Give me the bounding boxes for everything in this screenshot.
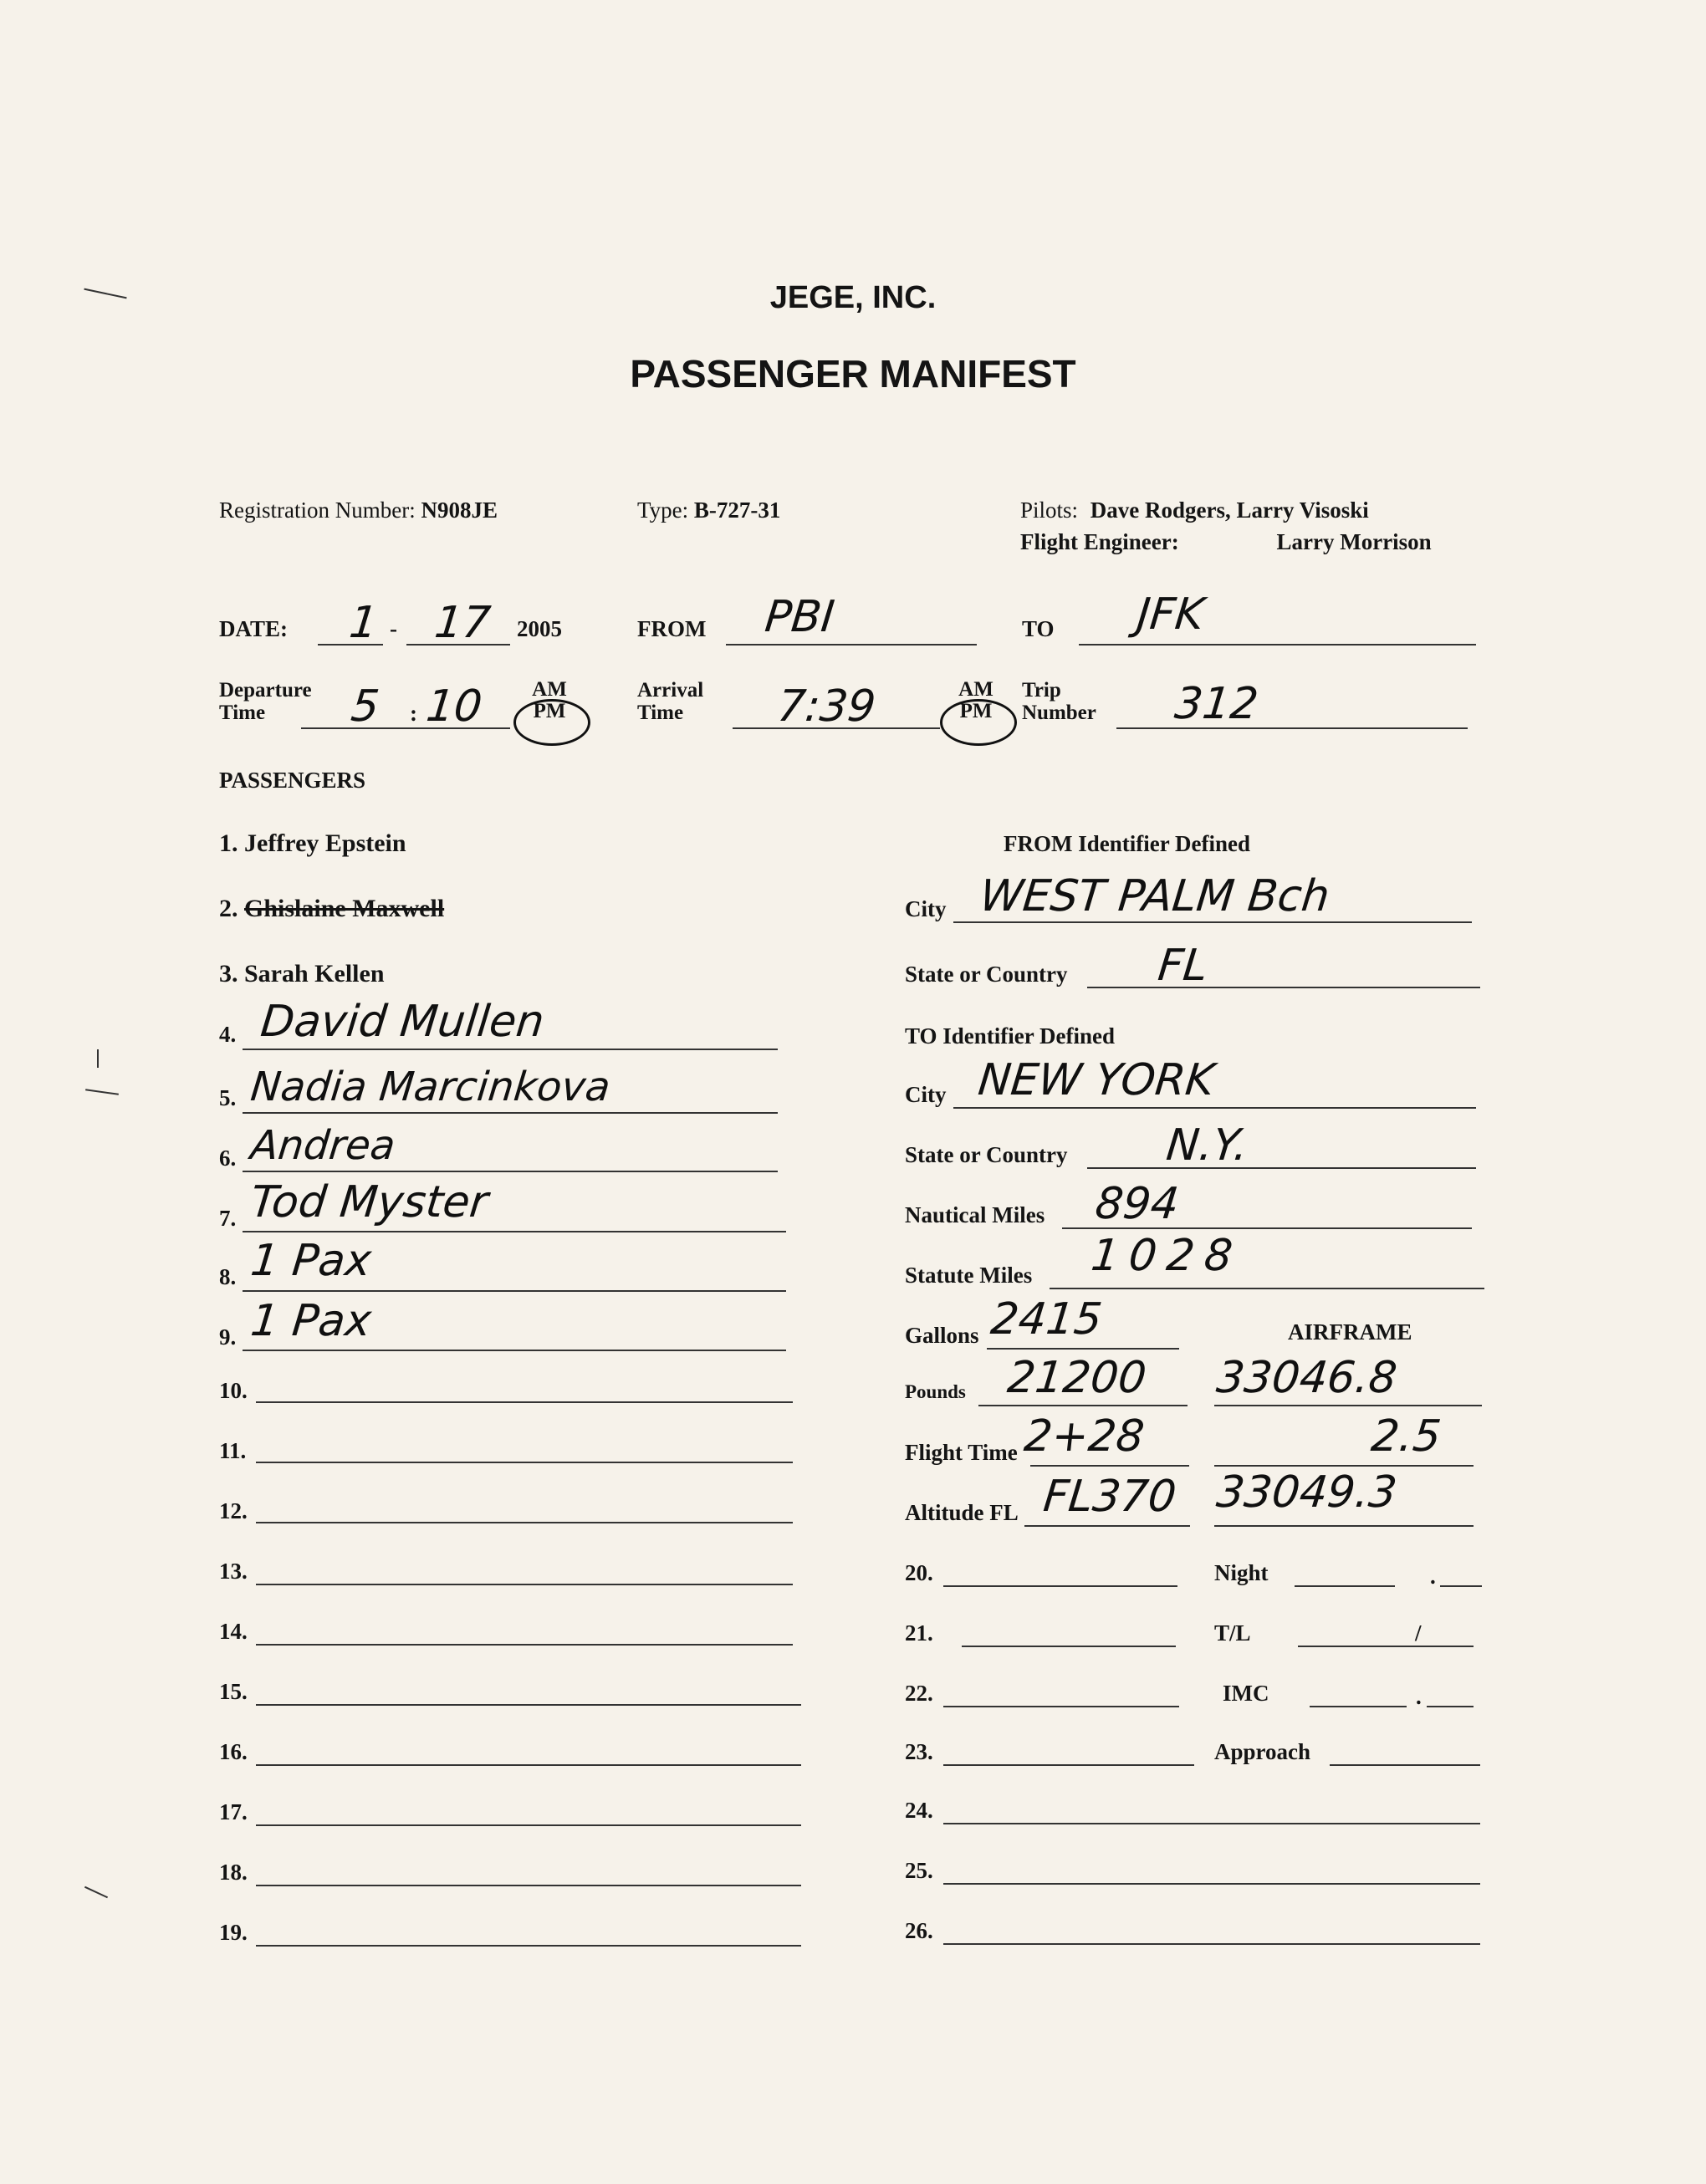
- pm-circle-arrival: [940, 699, 1017, 746]
- gallons-value: 2415: [988, 1294, 1105, 1345]
- passenger-num-16: 16.: [219, 1739, 248, 1764]
- pilots-field: [1020, 498, 1369, 523]
- airframe-flight-time: 2.5: [1368, 1411, 1443, 1462]
- from-value: PBI: [762, 592, 837, 642]
- extra-row-num-23: 23.: [905, 1739, 933, 1764]
- nautical-miles-label: Nautical Miles: [905, 1202, 1045, 1227]
- engineer-label: Flight Engineer:: [1020, 529, 1179, 554]
- pounds-label: Pounds: [905, 1381, 966, 1402]
- passenger-name-6: Andrea: [248, 1122, 398, 1169]
- date-year: 2005: [517, 616, 562, 641]
- arrival-time: 7:39: [774, 681, 878, 732]
- passenger-name-7: Tod Myster: [248, 1177, 491, 1227]
- trip-number: 312: [1172, 679, 1261, 729]
- date-day: 17: [432, 598, 493, 648]
- scan-mark: [84, 1886, 108, 1898]
- departure-hour: 5: [348, 681, 382, 732]
- to-state-value: N.Y.: [1163, 1120, 1251, 1171]
- from-city-label: City: [905, 896, 947, 921]
- passenger-num-10: 10.: [219, 1378, 248, 1403]
- flight-time-value: 2+28: [1021, 1411, 1147, 1462]
- pilots-value: Dave Rodgers, Larry Visoski: [1090, 498, 1369, 523]
- engineer-field: [1020, 529, 1432, 555]
- to-identifier-heading: TO Identifier Defined: [905, 1023, 1116, 1049]
- altitude-value: FL370: [1040, 1472, 1179, 1522]
- airframe-total-1: 33046.8: [1213, 1353, 1400, 1403]
- passenger-name-9: 1 Pax: [248, 1296, 374, 1346]
- passenger-row-3: 3. Sarah Kellen: [219, 960, 385, 987]
- tl-label: T/L: [1214, 1620, 1251, 1646]
- nautical-miles-value: 894: [1092, 1179, 1182, 1229]
- passenger-num-17: 17.: [219, 1799, 248, 1824]
- date-separator: -: [390, 616, 397, 641]
- registration-label: Registration Number:: [219, 498, 416, 523]
- extra-row-num-24: 24.: [905, 1798, 933, 1823]
- pm-circle-departure: [513, 699, 590, 746]
- passenger-num-18: 18.: [219, 1860, 248, 1885]
- altitude-label: Altitude FL: [905, 1500, 1019, 1525]
- registration-value: N908JE: [421, 498, 498, 523]
- trip-number-label: Trip Number: [1022, 679, 1096, 724]
- extra-row-num-26: 26.: [905, 1918, 933, 1943]
- extra-row-num-25: 25.: [905, 1858, 933, 1883]
- extra-row-num-22: 22.: [905, 1681, 933, 1706]
- arrival-ampm: AM PM: [958, 678, 993, 722]
- pounds-value: 21200: [1004, 1353, 1149, 1403]
- passenger-num-8: 8.: [219, 1264, 237, 1289]
- from-label: FROM: [637, 616, 707, 641]
- imc-decimal: .: [1416, 1684, 1422, 1709]
- date-month: 1: [346, 598, 381, 648]
- gallons-label: Gallons: [905, 1323, 979, 1348]
- passenger-num-19: 19.: [219, 1920, 248, 1945]
- passenger-num-9: 9.: [219, 1324, 237, 1350]
- departure-label: Departure Time: [219, 679, 312, 724]
- to-value: JFK: [1134, 589, 1207, 640]
- imc-label: IMC: [1223, 1681, 1269, 1706]
- from-state-value: FL: [1155, 941, 1211, 991]
- date-label: DATE:: [219, 616, 289, 641]
- night-label: Night: [1214, 1560, 1269, 1585]
- passenger-num-7: 7.: [219, 1206, 237, 1231]
- to-label: TO: [1022, 616, 1055, 641]
- passenger-num-5: 5.: [219, 1085, 237, 1110]
- passenger-name-5: Nadia Marcinkova: [248, 1064, 613, 1110]
- tl-slash: /: [1415, 1620, 1422, 1646]
- type-label: Type:: [637, 498, 689, 523]
- passenger-row-1: 1. Jeffrey Epstein: [219, 829, 406, 857]
- passenger-num-13: 13.: [219, 1559, 248, 1584]
- passenger-row-2: 2. Ghislaine Maxwell: [219, 895, 445, 922]
- arrival-label: Arrival Time: [637, 679, 704, 724]
- to-city-label: City: [905, 1082, 947, 1107]
- extra-row-num-20: 20.: [905, 1560, 933, 1585]
- from-city-value: WEST PALM Bch: [977, 871, 1332, 921]
- passenger-name-8: 1 Pax: [248, 1236, 374, 1286]
- scan-mark: [97, 1049, 99, 1068]
- airframe-total-2: 33049.3: [1213, 1467, 1400, 1518]
- passenger-name-4: David Mullen: [258, 997, 547, 1047]
- registration-field: [219, 498, 498, 523]
- to-city-value: NEW YORK: [975, 1055, 1217, 1105]
- type-field: [637, 498, 780, 523]
- departure-colon: :: [410, 701, 417, 726]
- passenger-num-6: 6.: [219, 1146, 237, 1171]
- passenger-num-14: 14.: [219, 1619, 248, 1644]
- extra-row-num-21: 21.: [905, 1620, 933, 1646]
- scan-mark: [85, 1089, 119, 1095]
- passenger-num-15: 15.: [219, 1679, 248, 1704]
- passenger-num-11: 11.: [219, 1438, 247, 1463]
- passengers-heading: PASSENGERS: [219, 768, 366, 793]
- night-decimal: .: [1430, 1564, 1436, 1589]
- approach-label: Approach: [1214, 1739, 1311, 1764]
- engineer-value: Larry Morrison: [1276, 529, 1432, 554]
- page-title: PASSENGER MANIFEST: [630, 352, 1076, 395]
- departure-minute: 10: [423, 681, 485, 732]
- statute-miles-value: 1028: [1088, 1231, 1245, 1281]
- from-state-label: State or Country: [905, 962, 1068, 987]
- passenger-num-12: 12.: [219, 1498, 248, 1523]
- flight-time-label: Flight Time: [905, 1440, 1018, 1465]
- from-identifier-heading: FROM Identifier Defined: [1004, 831, 1250, 856]
- type-value: B-727-31: [693, 498, 781, 523]
- company-name: JEGE, INC.: [769, 280, 937, 315]
- pilots-label: Pilots:: [1020, 498, 1079, 523]
- statute-miles-label: Statute Miles: [905, 1263, 1033, 1288]
- airframe-heading: AIRFRAME: [1288, 1319, 1412, 1345]
- departure-ampm: AM PM: [532, 678, 567, 722]
- passenger-num-4: 4.: [219, 1022, 237, 1047]
- to-state-label: State or Country: [905, 1142, 1068, 1167]
